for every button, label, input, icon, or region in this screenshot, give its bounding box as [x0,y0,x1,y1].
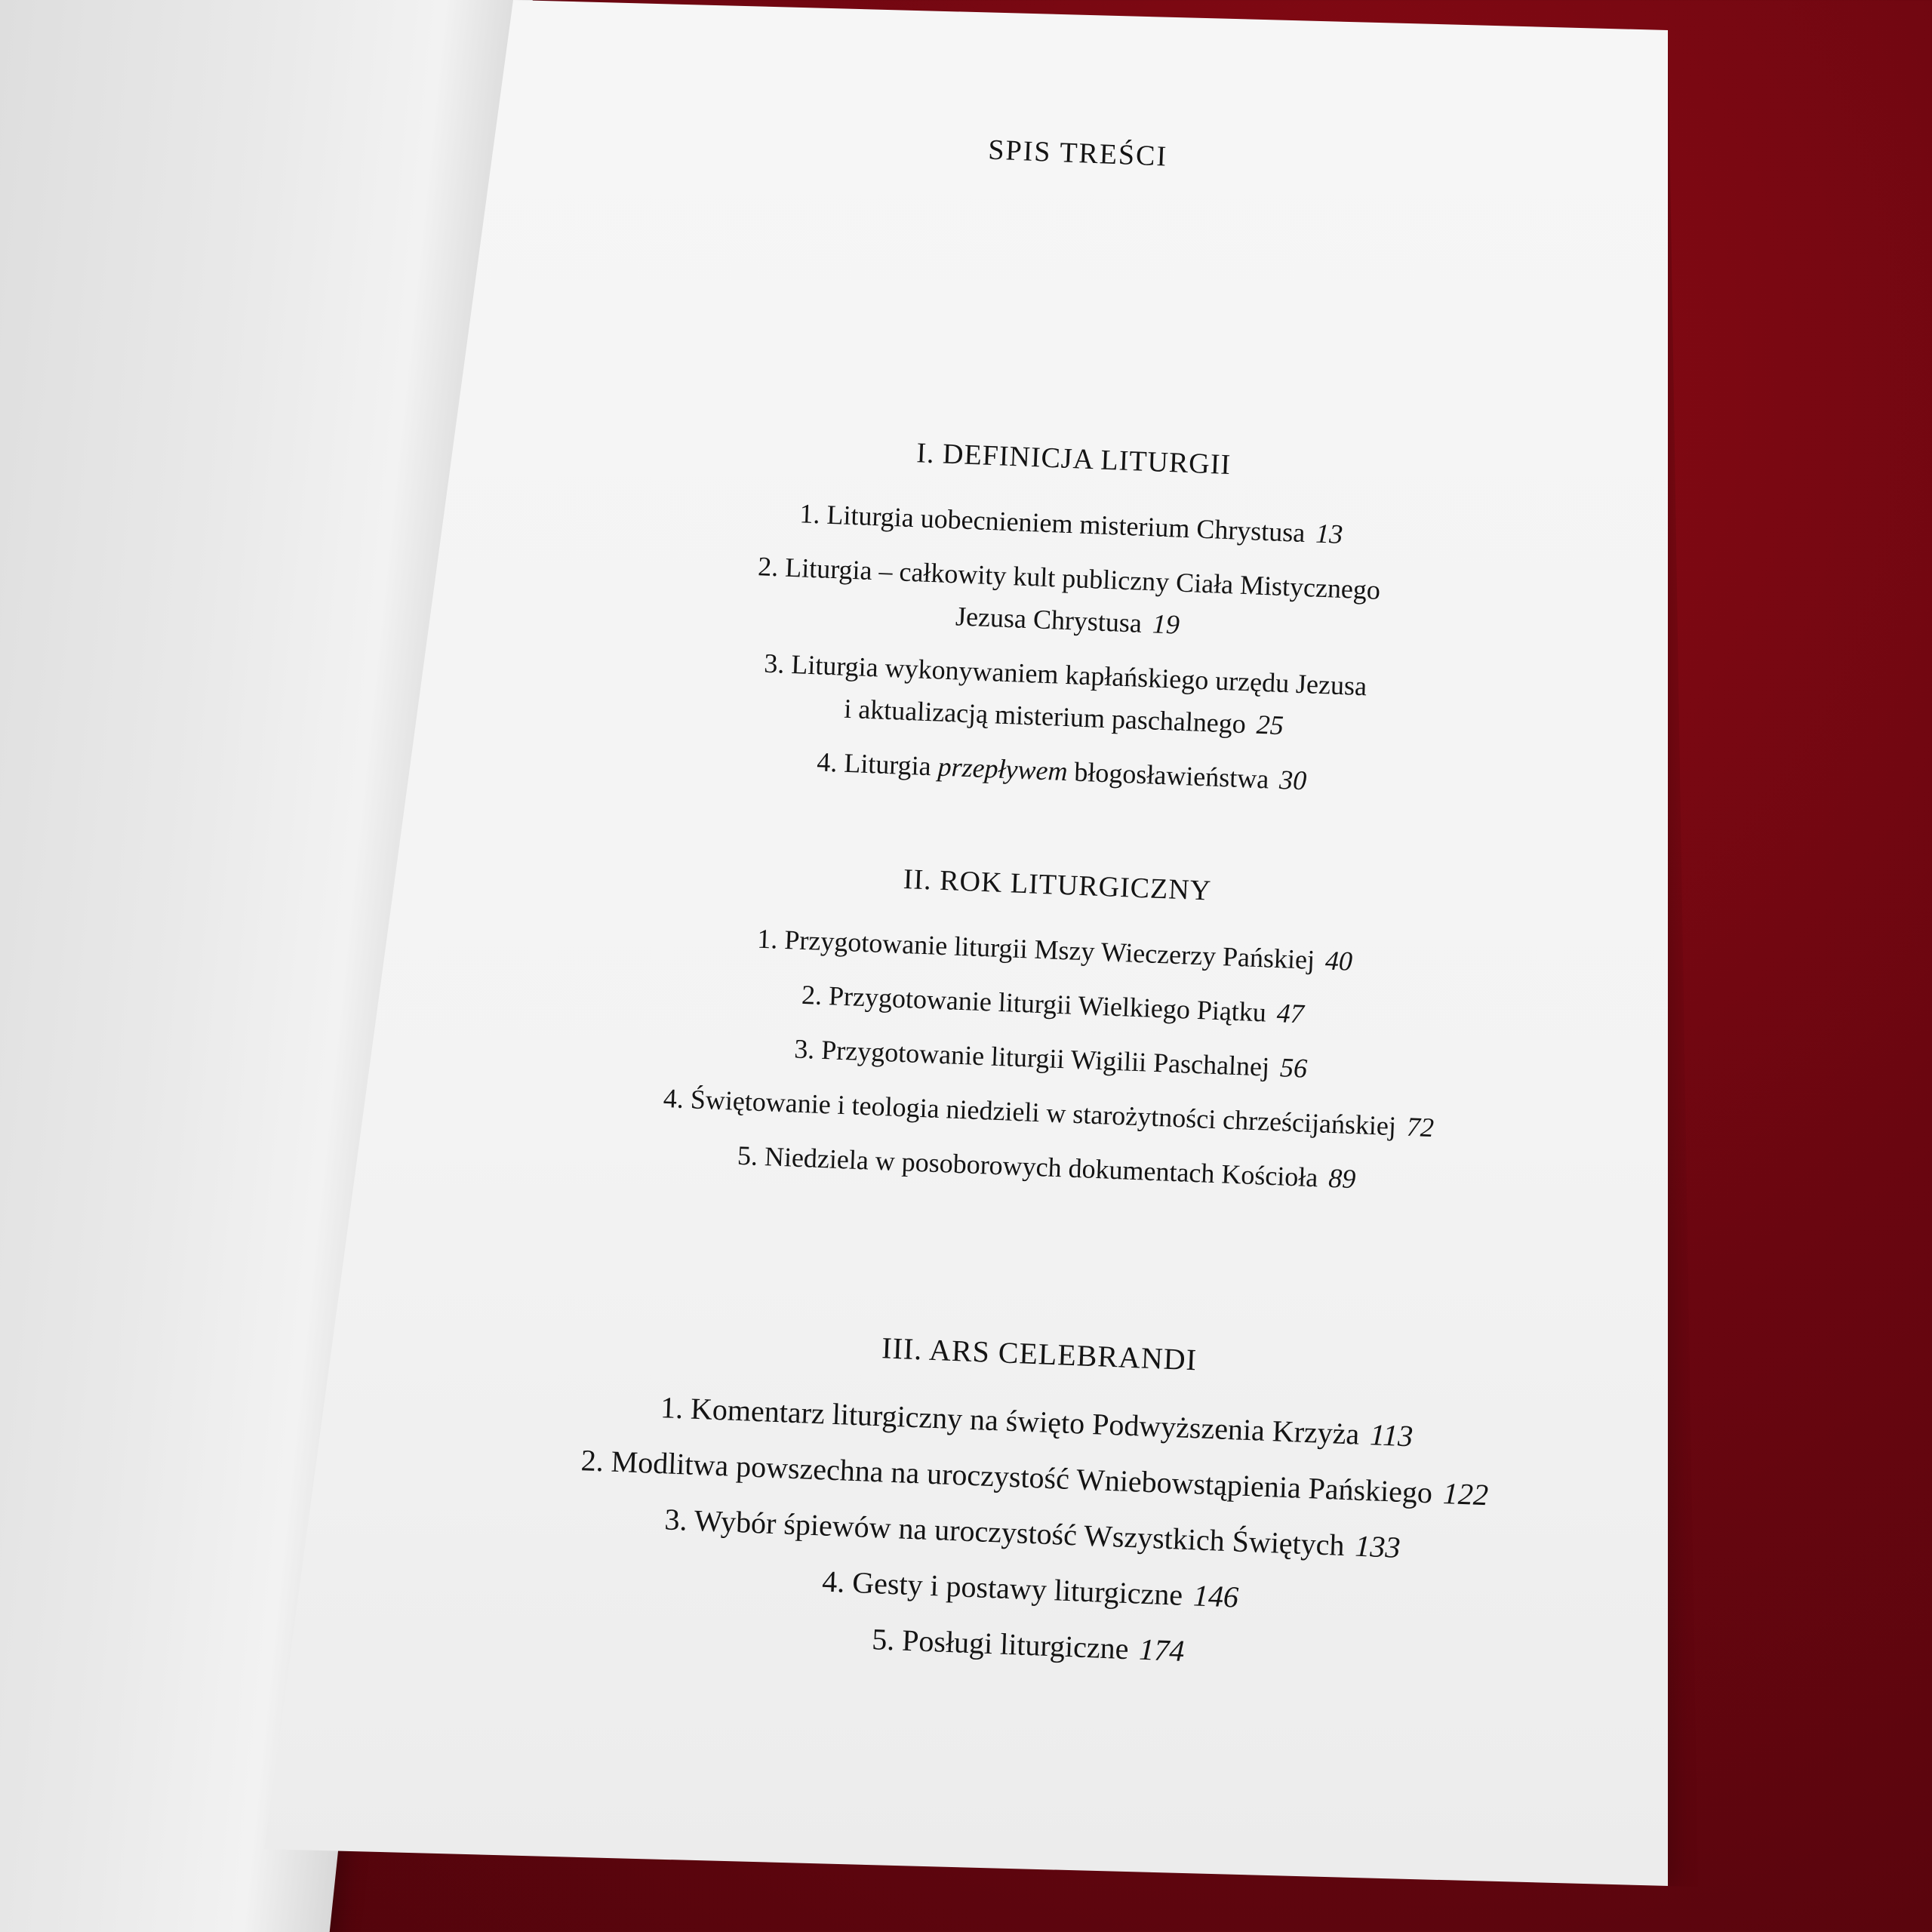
entry-page-number: 122 [1442,1476,1489,1512]
section-heading: III. ARS CELEBRANDI [881,1331,1198,1377]
entry-title: 2. Modlitwa powszechna na uroczystość Wniebowstąpienia Pańskiego [580,1443,1433,1510]
entry-page-number: 47 [1276,998,1305,1029]
entry-title-line: Jezusa Chrystusa [955,601,1143,638]
entry-title: 2. Przygotowanie liturgii Wielkiego Piątku [801,979,1267,1028]
entry-page-number: 56 [1279,1052,1308,1084]
entry-title: 5. Niedziela w posoborowych dokumentach Kościoła [737,1140,1319,1193]
entry-title: 4. Gesty i postawy liturgiczne [821,1564,1183,1612]
entry-page-number: 40 [1324,945,1353,977]
entry-title-italic: przepływem [937,751,1069,787]
entry-title: 1. Liturgia uobecnieniem misterium Chrystusa [798,498,1306,549]
section-heading: II. ROK LITURGICZNY [903,863,1212,907]
entry-page-number: 19 [1152,608,1180,640]
entry-title-line: i aktualizacją misterium paschalnego [843,693,1247,740]
toc-section-3 [499,1315,1567,1697]
toc-section-2 [518,848,1586,1220]
entry-page-number: 133 [1354,1528,1401,1564]
entry-page-number: 113 [1369,1417,1414,1454]
entry-page-number: 72 [1406,1111,1435,1143]
entry-title: 3. Przygotowanie liturgii Wigilii Paschalnej [793,1033,1270,1082]
entry-title-part: 4. Liturgia [816,746,932,782]
toc-section-1 [533,422,1602,824]
entry-page-number: 30 [1278,764,1308,796]
entry-title: 3. Wybór śpiewów na uroczystość Wszystkich Świętych [663,1502,1346,1563]
toc-title: SPIS TREŚCI [987,134,1168,173]
entry-page-number: 89 [1327,1162,1357,1195]
entry-page-number: 174 [1138,1632,1186,1668]
entry-title: 5. Posługi liturgiczne [871,1622,1130,1666]
entry-page-number: 146 [1192,1578,1239,1614]
section-heading: I. DEFINICJA LITURGII [915,437,1232,481]
entry-page-number: 13 [1315,518,1344,549]
entry-title: 1. Komentarz liturgiczny na święto Podwyższenia Krzyża [660,1390,1361,1451]
entry-title: 4. Świętowanie i teologia niedzieli w starożytności chrześcijańskiej [663,1082,1397,1142]
entry-title-line: 3. Liturgia wykonywaniem kapłańskiego urzędu Jezusa [763,648,1367,702]
entry-title-line: 2. Liturgia – całkowity kult publiczny Ciała Mistycznego [757,551,1381,605]
entry-page-number: 25 [1256,709,1284,741]
entry-title-part: błogosławieństwa [1073,756,1270,795]
entry-title: 1. Przygotowanie liturgii Mszy Wieczerzy Pańskiej [756,923,1315,975]
